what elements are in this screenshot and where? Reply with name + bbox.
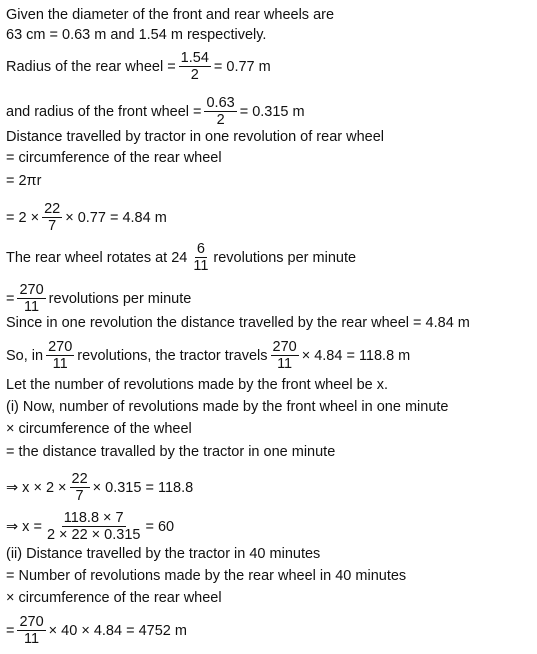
mixed-number bbox=[171, 241, 213, 274]
line-text-after: × 0.315 = 118.8 bbox=[92, 479, 194, 496]
fraction-denominator: 11 bbox=[24, 631, 40, 647]
text-line bbox=[6, 50, 271, 83]
fraction bbox=[70, 471, 90, 504]
fraction-denominator: 7 bbox=[48, 218, 57, 234]
fraction bbox=[271, 339, 299, 372]
line-text: × circumference of the wheel bbox=[6, 421, 192, 437]
fraction-denominator: 11 bbox=[193, 258, 209, 274]
line-text-before: ⇒ x × 2 × bbox=[6, 479, 67, 496]
fraction bbox=[179, 50, 211, 83]
line-text: Since in one revolution the distance travelled by the rear wheel = 4.84 m bbox=[6, 315, 470, 331]
line-text: Given the diameter of the front and rear wheels are bbox=[6, 7, 335, 23]
text-line bbox=[6, 201, 167, 234]
line-text-after: = 0.315 m bbox=[239, 103, 305, 120]
line-text-before: So, in bbox=[6, 347, 44, 364]
fraction-numerator: 270 bbox=[272, 339, 297, 355]
line-text: = the distance travalled by the tractor in one minute bbox=[6, 444, 336, 460]
line-text: Distance travelled by tractor in one revolution of rear wheel bbox=[6, 129, 384, 145]
text-line bbox=[6, 128, 384, 146]
fraction-numerator: 1.54 bbox=[180, 50, 209, 66]
fraction-numerator: 0.63 bbox=[206, 95, 235, 111]
line-text: = 2πr bbox=[6, 173, 42, 189]
text-line bbox=[6, 443, 335, 461]
text-line bbox=[6, 614, 187, 647]
line-text-after: × 0.77 = 4.84 m bbox=[65, 209, 167, 226]
text-line bbox=[6, 26, 266, 44]
fraction-denominator: 11 bbox=[24, 299, 40, 315]
line-text: 63 cm = 0.63 m and 1.54 m respectively. bbox=[6, 27, 267, 43]
fraction-denominator: 11 bbox=[277, 356, 293, 372]
text-line bbox=[6, 339, 410, 372]
fraction-denominator: 7 bbox=[75, 488, 84, 504]
fraction-denominator: 2 bbox=[190, 67, 199, 83]
fraction-denominator: 2 bbox=[216, 112, 225, 128]
text-line bbox=[6, 545, 320, 563]
line-text-after: = 0.77 m bbox=[213, 58, 271, 75]
fraction-numerator: 270 bbox=[19, 614, 44, 630]
fraction bbox=[17, 282, 45, 315]
fraction-numerator: 22 bbox=[44, 201, 61, 217]
line-text: (ii) Distance travelled by the tractor in 40 minutes bbox=[6, 546, 321, 562]
line-text-before: The rear wheel rotates at bbox=[6, 249, 168, 266]
fraction-numerator: 6 bbox=[196, 241, 205, 257]
fraction-numerator: 270 bbox=[19, 282, 44, 298]
line-text: (i) Now, number of revolutions made by the front wheel in one minute bbox=[6, 399, 449, 415]
fraction-numerator: 118.8 × 7 bbox=[63, 510, 124, 526]
line-text: = Number of revolutions made by the rear wheel in 40 minutes bbox=[6, 568, 407, 584]
line-text-before: = bbox=[6, 290, 15, 307]
fraction bbox=[191, 241, 210, 274]
text-line bbox=[6, 282, 191, 315]
line-text-after: revolutions per minute bbox=[213, 249, 357, 266]
text-line bbox=[6, 567, 406, 585]
fraction bbox=[46, 339, 74, 372]
line-text-before: ⇒ x = bbox=[6, 518, 42, 535]
line-text-after: = 60 bbox=[145, 518, 175, 535]
line-text: × circumference of the rear wheel bbox=[6, 590, 222, 606]
fraction-denominator: 11 bbox=[52, 356, 68, 372]
text-line bbox=[6, 314, 470, 332]
text-line bbox=[6, 420, 192, 438]
line-text-before: = bbox=[6, 622, 15, 639]
text-line bbox=[6, 95, 305, 128]
line-text-before: and radius of the front wheel = bbox=[6, 103, 202, 120]
fraction bbox=[45, 510, 143, 543]
line-text-after: × 4.84 = 118.8 m bbox=[301, 347, 411, 364]
line-text-before: = 2 × bbox=[6, 209, 40, 226]
fraction-numerator: 22 bbox=[71, 471, 88, 487]
line-text-after: × 40 × 4.84 = 4752 m bbox=[48, 622, 187, 639]
text-line bbox=[6, 149, 222, 167]
text-line bbox=[6, 510, 174, 543]
fraction-denominator: 2 × 22 × 0.315 bbox=[46, 527, 141, 543]
line-text-middle: revolutions, the tractor travels bbox=[77, 347, 268, 364]
text-line bbox=[6, 471, 193, 504]
text-line bbox=[6, 398, 448, 416]
line-text: = circumference of the rear wheel bbox=[6, 150, 222, 166]
text-line bbox=[6, 376, 388, 394]
fraction bbox=[17, 614, 45, 647]
mixed-number-whole: 24 bbox=[171, 249, 188, 266]
line-text: Let the number of revolutions made by the front wheel be x. bbox=[6, 377, 389, 393]
text-line bbox=[6, 241, 356, 274]
text-line bbox=[6, 6, 334, 24]
fraction bbox=[204, 95, 236, 128]
line-text-before: Radius of the rear wheel = bbox=[6, 58, 176, 75]
text-line bbox=[6, 589, 222, 607]
text-line bbox=[6, 172, 41, 190]
fraction bbox=[42, 201, 62, 234]
line-text-after: revolutions per minute bbox=[48, 290, 192, 307]
fraction-numerator: 270 bbox=[48, 339, 73, 355]
